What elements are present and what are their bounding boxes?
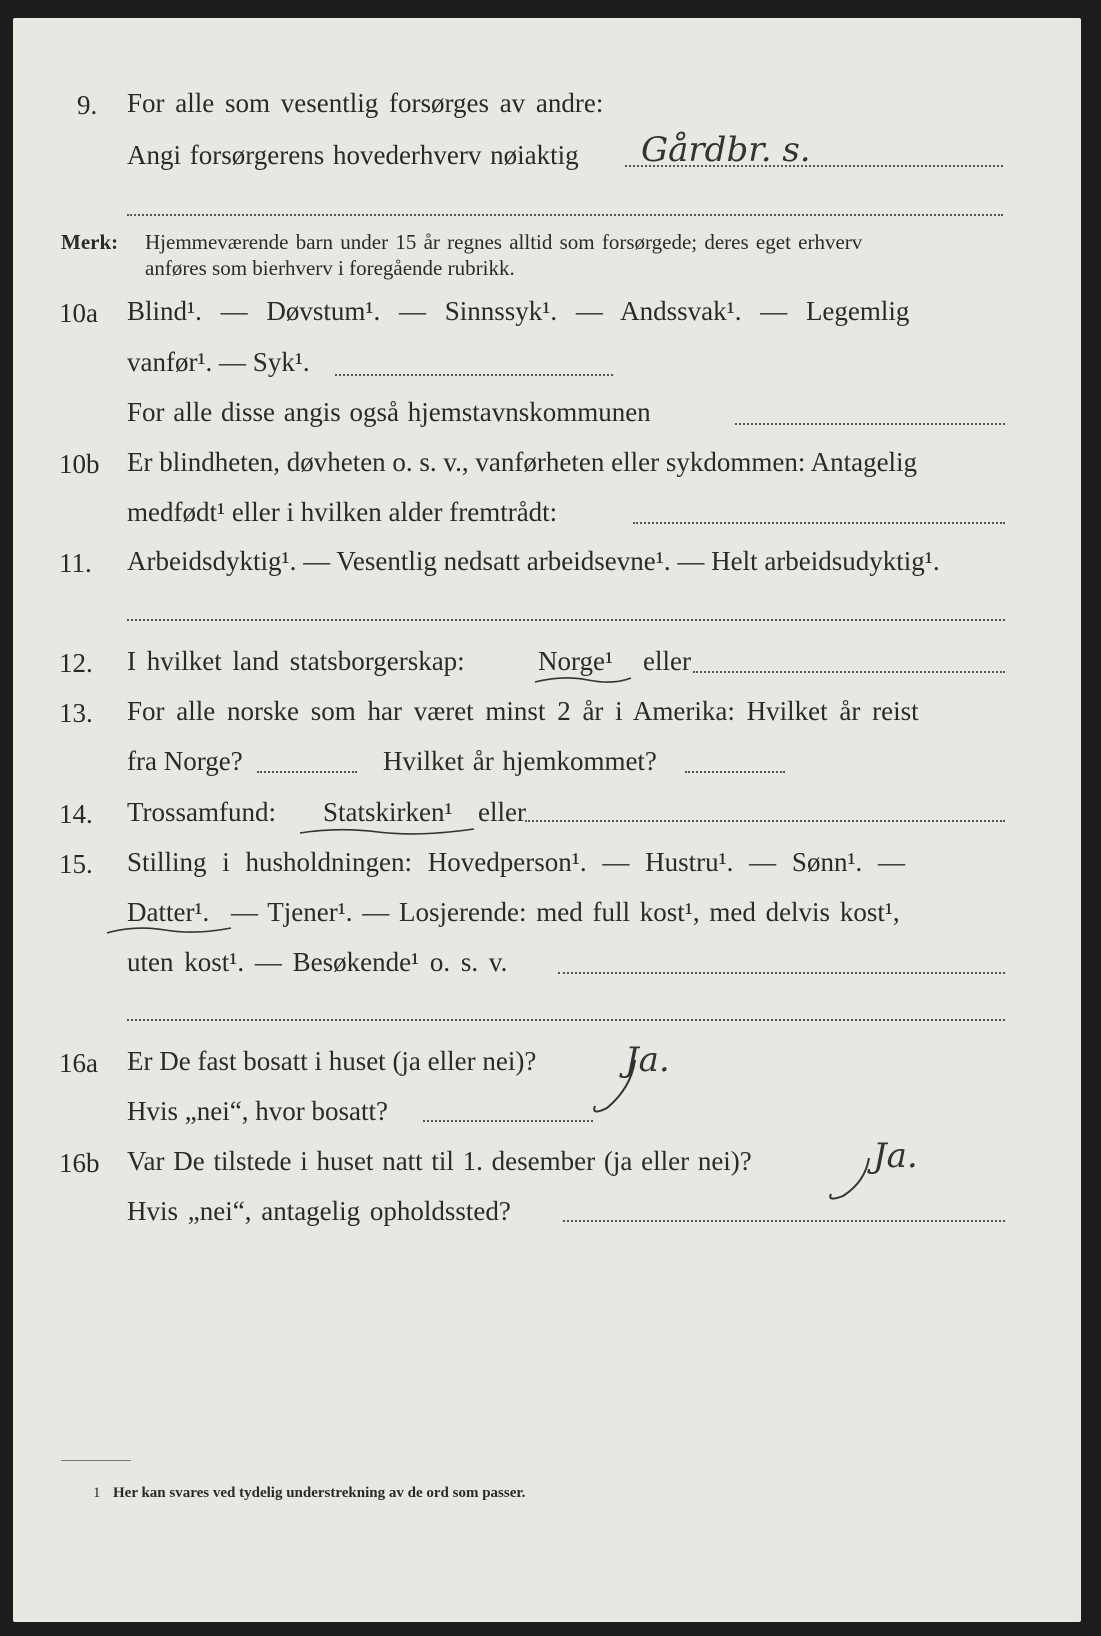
q11-number: 11. xyxy=(59,548,92,578)
q16a-number: 16a xyxy=(59,1048,98,1078)
q16b-line1: Var De tilstede i huset natt til 1. desember (ja eller nei)? xyxy=(127,1146,752,1176)
census-form-page xyxy=(13,18,1081,1622)
q10b-number: 10b xyxy=(59,449,100,479)
q15-number: 15. xyxy=(59,849,93,879)
q13-hjemkommet-line xyxy=(685,771,785,773)
q13-number: 13. xyxy=(59,698,93,728)
q15-underline-mark xyxy=(105,923,235,937)
q12-text-pre: I hvilket land statsborgerskap: xyxy=(127,646,465,676)
q10a-line1: Blind¹. — Døvstum¹. — Sinnssyk¹. — Andssvak¹. — Legemlig xyxy=(127,296,910,326)
q15-line2: — Tjener¹. — Losjerende: med full kost¹, med delvis kost¹, xyxy=(231,897,900,927)
q16a-handwritten-answer: Ja. xyxy=(625,1040,670,1080)
q16a-line1: Er De fast bosatt i huset (ja eller nei)? xyxy=(127,1046,537,1076)
q10a-line3: For alle disse angis også hjemstavnskommunen xyxy=(127,397,651,427)
q10a-number: 10a xyxy=(59,298,98,328)
q9-line1: For alle som vesentlig forsørges av andre: xyxy=(127,88,604,118)
q16a-line2: Hvis „nei“, hvor bosatt? xyxy=(127,1096,388,1126)
q9-answer-line xyxy=(625,165,1003,167)
q16a-answer-line xyxy=(423,1120,593,1122)
q10a-syk-line xyxy=(335,374,613,376)
q13-line2-a: fra Norge? xyxy=(127,746,243,776)
q10b-line2: medfødt¹ eller i hvilken alder fremtrådt: xyxy=(127,497,558,527)
q14-text-pre: Trossamfund: xyxy=(127,797,277,827)
q14-text-post: eller xyxy=(478,797,526,827)
q14-number: 14. xyxy=(59,799,93,829)
q16b-number: 16b xyxy=(59,1148,100,1178)
footnote-mark: 1 xyxy=(93,1485,101,1501)
q10b-line1: Er blindheten, døvheten o. s. v., vanførheten eller sykdommen: Antagelig xyxy=(127,447,918,477)
q12-number: 12. xyxy=(59,648,93,678)
q12-text-post: eller xyxy=(643,646,691,676)
q11-answer-line xyxy=(127,619,1005,621)
q9-handwritten-answer: Gårdbr. s. xyxy=(641,130,811,170)
q13-line2-b: Hvilket år hjemkommet? xyxy=(383,746,657,776)
q15-datter-option: Datter¹. xyxy=(127,897,210,927)
q15-line3: uten kost¹. — Besøkende¹ o. s. v. xyxy=(127,947,508,977)
q16b-line2: Hvis „nei“, antagelig opholdssted? xyxy=(127,1196,511,1226)
q15-answer-line xyxy=(558,972,1005,974)
q16b-answer-stroke xyxy=(819,1156,879,1206)
q15-extra-line xyxy=(127,1019,1005,1021)
q12-norge-option: Norge¹ xyxy=(538,646,614,676)
merk-line1: Hjemmeværende barn under 15 år regnes alltid som forsørgede; deres eget erhverv xyxy=(145,230,863,254)
q12-answer-line xyxy=(693,671,1005,673)
q15-line1: Stilling i husholdningen: Hovedperson¹. — Hustru¹. — Sønn¹. — xyxy=(127,847,906,877)
q9-extra-line xyxy=(127,214,1003,216)
q13-line1: For alle norske som har været minst 2 år i Amerika: Hvilket år reist xyxy=(127,696,919,726)
q9-line2: Angi forsørgerens hovederhverv nøiaktig xyxy=(127,140,579,170)
q11-line1: Arbeidsdyktig¹. — Vesentlig nedsatt arbeidsevne¹. — Helt arbeidsudyktig¹. xyxy=(127,546,940,576)
merk-line2: anføres som bierhverv i foregående rubrikk. xyxy=(145,256,515,280)
footnote-rule xyxy=(61,1460,131,1461)
q10a-line2: vanfør¹. — Syk¹. xyxy=(127,347,310,377)
footnote-text: Her kan svares ved tydelig understrekning av de ord som passer. xyxy=(113,1485,526,1501)
q10b-answer-line xyxy=(633,522,1005,524)
q14-underline-mark xyxy=(298,824,478,838)
q10a-kommune-line xyxy=(735,423,1005,425)
q12-underline-mark xyxy=(533,674,633,686)
q14-answer-line xyxy=(525,820,1005,822)
q14-statskirken-option: Statskirken¹ xyxy=(323,797,453,827)
q13-reist-line xyxy=(257,771,357,773)
q9-number: 9. xyxy=(77,90,98,120)
merk-label: Merk: xyxy=(61,230,119,254)
q16a-answer-stroke xyxy=(587,1058,647,1118)
q16b-answer-line xyxy=(563,1220,1005,1222)
q16b-handwritten-answer: Ja. xyxy=(873,1136,918,1176)
